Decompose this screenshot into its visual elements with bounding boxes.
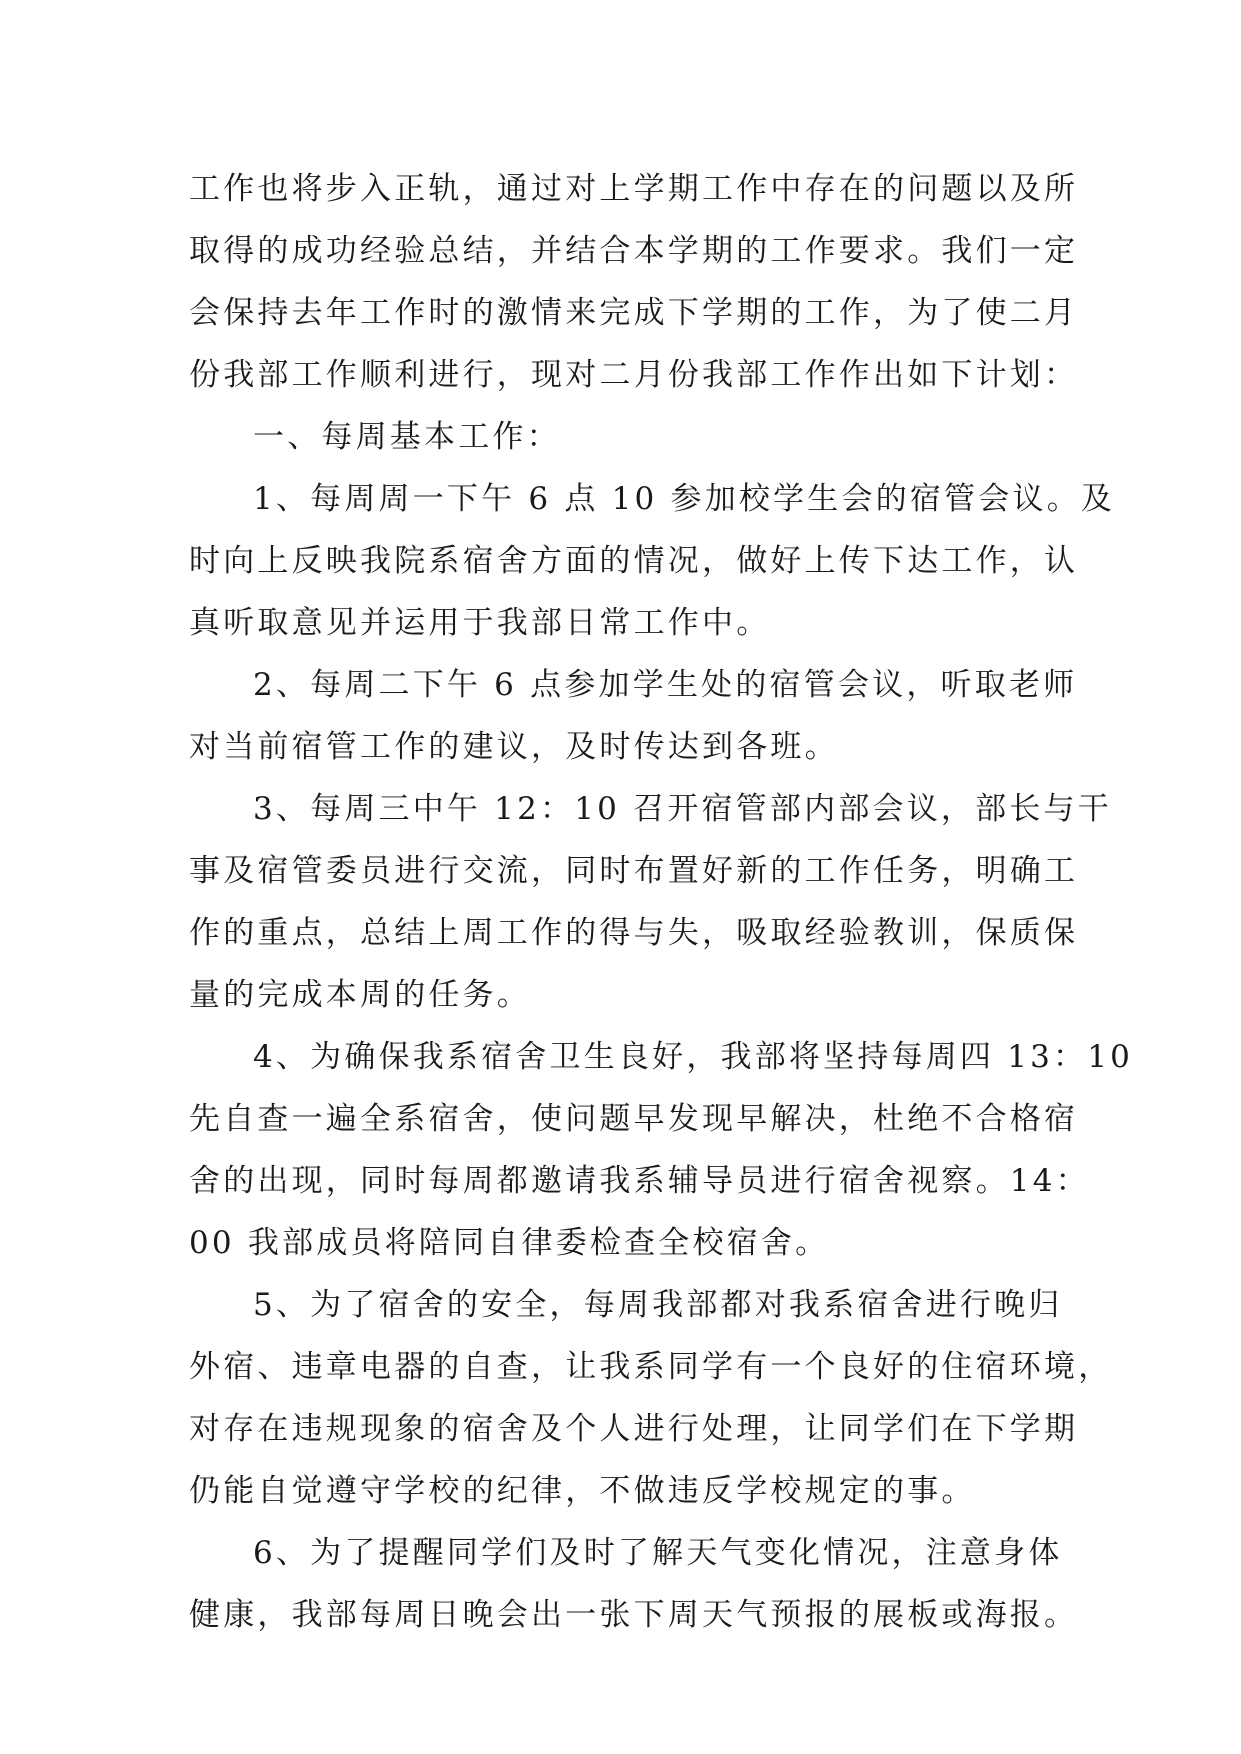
text-line: 仍能自觉遵守学校的纪律，不做违反学校规定的事。 <box>189 1473 976 1509</box>
text-line: 量的完成本周的任务。 <box>189 977 531 1013</box>
text-line: 事及宿管委员进行交流，同时布置好新的工作任务，明确工 <box>189 853 1079 889</box>
text-line: 2、每周二下午 6 点参加学生处的宿管会议，听取老师 <box>253 667 1078 703</box>
text-line: 会保持去年工作时的激情来完成下学期的工作，为了使二月 <box>189 295 1079 331</box>
text-line: 工作也将步入正轨，通过对上学期工作中存在的问题以及所 <box>189 171 1079 207</box>
text-line: 对存在违规现象的宿舍及个人进行处理，让同学们在下学期 <box>189 1411 1079 1447</box>
text-line: 时向上反映我院系宿舍方面的情况，做好上传下达工作，认 <box>189 543 1079 579</box>
text-line: 3、每周三中午 12：10 召开宿管部内部会议，部长与干 <box>253 791 1112 827</box>
section-heading: 一、每周基本工作： <box>253 419 561 455</box>
text-line: 健康，我部每周日晚会出一张下周天气预报的展板或海报。 <box>189 1597 1079 1633</box>
text-line: 5、为了宿舍的安全，每周我部都对我系宿舍进行晚归 <box>253 1287 1063 1323</box>
text-line: 对当前宿管工作的建议，及时传达到各班。 <box>189 729 839 765</box>
text-line: 外宿、违章电器的自查，让我系同学有一个良好的住宿环境， <box>189 1349 1113 1385</box>
text-line: 1、每周周一下午 6 点 10 参加校学生会的宿管会议。及 <box>253 481 1116 517</box>
text-line: 先自查一遍全系宿舍，使问题早发现早解决，杜绝不合格宿 <box>189 1101 1079 1137</box>
text-line: 4、为确保我系宿舍卫生良好，我部将坚持每周四 13：10 <box>253 1039 1134 1075</box>
document-body <box>189 158 1134 1646</box>
text-line: 作的重点，总结上周工作的得与失，吸取经验教训，保质保 <box>189 915 1079 951</box>
text-line: 份我部工作顺利进行，现对二月份我部工作作出如下计划： <box>189 357 1079 393</box>
text-line: 00 我部成员将陪同自律委检查全校宿舍。 <box>189 1225 830 1261</box>
text-line: 真听取意见并运用于我部日常工作中。 <box>189 605 771 641</box>
text-line: 取得的成功经验总结，并结合本学期的工作要求。我们一定 <box>189 233 1079 269</box>
text-line: 舍的出现，同时每周都邀请我系辅导员进行宿舍视察。14： <box>189 1163 1090 1199</box>
text-line: 6、为了提醒同学们及时了解天气变化情况，注意身体 <box>253 1535 1063 1571</box>
